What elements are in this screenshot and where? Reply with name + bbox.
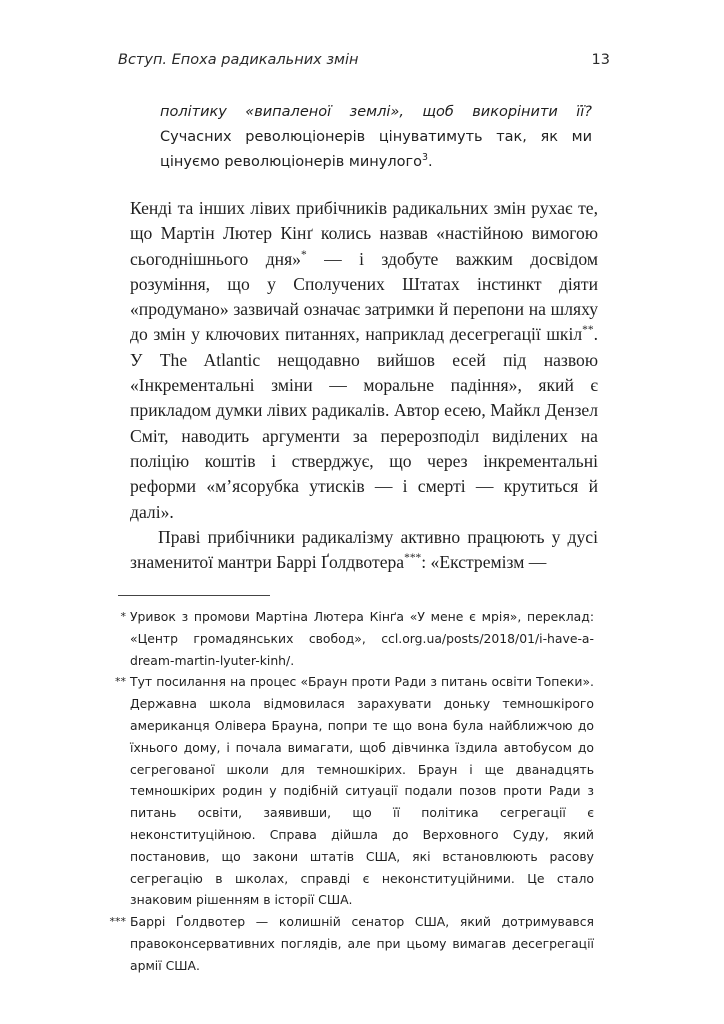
p1-text-b: — і здобуте важким досвідом розуміння, що у Сполучених Штатах інстинкт діяти «продумано» зазвичай означає затримки й перепони на шляху до змін у ключових питаннях, наприклад десегрегації шкіл	[130, 248, 598, 345]
footnote-ref-2: **	[582, 324, 594, 337]
footnote-ref-3: ***	[404, 552, 422, 565]
quote-italic: політику «випаленої землі», щоб викорінити її?	[160, 104, 592, 120]
quote-end: .	[427, 154, 433, 170]
footnote-text: Баррі Ґолдвотер — колишній сенатор США, який дотримувався правоконсервативних поглядів, але при цьому вимагав десегрегації армії США.	[130, 914, 594, 973]
footnote-text: Тут посилання на процес «Браун проти Ради з питань освіти Топеки». Державна школа відмовилася зарахувати доньку темношкірого американця Олівера Брауна, попри те що вона була найближчою до їхнього дому, і почала вимагати, щоб дівчинка їздила автобусом до сегрегованої школи для темношкірих. Браун і ще дванадцять темношкірих родин у подібній ситуації подали позов проти Ради з питань освіти, заявивши, що її політика сегрегації є неконституційною. Справа дійшла до Верховного Суду, який постановив, що закони штатів США, які встановлюють расову сегрегацію в школах, справді є неконституційними. Це стало знаковим рішенням в історії США.	[130, 674, 594, 908]
p1-text-c: . У The Atlantic нещодавно вийшов есей під назвою «Інкрементальні зміни — моральне падіння», який є прикладом думки лівих радикалів. Автор есею, Майкл Дензел Сміт, наводить аргументи за перерозподіл виділених на поліцію коштів і стверджує, що через інкрементальні реформи «м’ясорубка утисків — і смерті — крутиться й далі».	[130, 324, 598, 522]
page-number: 13	[591, 52, 610, 68]
footnote-separator	[118, 595, 270, 596]
quote-text: Сучасних революціонерів цінуватимуть так, як ми цінуємо революціонерів минулого	[160, 129, 592, 170]
p1-text-a: Кенді та інших лівих прибічників радикальних змін рухає те, що Мартін Лютер Кінґ колись назвав «настійною вимогою сьогоднішнього дня»	[130, 198, 598, 269]
main-text	[130, 196, 598, 575]
p2-text-b: : «Екстремізм —	[421, 552, 547, 573]
footnote-2	[115, 671, 594, 911]
footnote-1	[120, 606, 594, 671]
p2-text-a: Праві прибічники радикалізму активно працюють у дусі знаменитої мантри Баррі Ґолдвотера	[130, 526, 598, 573]
footnote-ref-1: *	[300, 248, 307, 261]
paragraph-1	[130, 196, 598, 525]
block-quote	[160, 100, 592, 175]
endnote-ref-3: 3	[421, 152, 428, 164]
chapter-title: Вступ. Епоха радикальних змін	[118, 52, 359, 68]
paragraph-2	[130, 525, 598, 576]
footnote-mark: *	[120, 610, 126, 623]
footnotes	[109, 606, 594, 977]
running-header	[118, 52, 610, 68]
footnote-text: Уривок з промови Мартіна Лютера Кінґа «У мене є мрія», переклад: «Центр громадянських свобод», ccl.org.ua/posts/2018/01/i-have-a-dream-martin-lyuter-kinh/.	[130, 609, 594, 668]
quote-paragraph	[160, 100, 592, 175]
footnote-mark: **	[115, 675, 126, 689]
footnote-3	[109, 911, 594, 976]
footnote-mark: ***	[109, 915, 126, 929]
